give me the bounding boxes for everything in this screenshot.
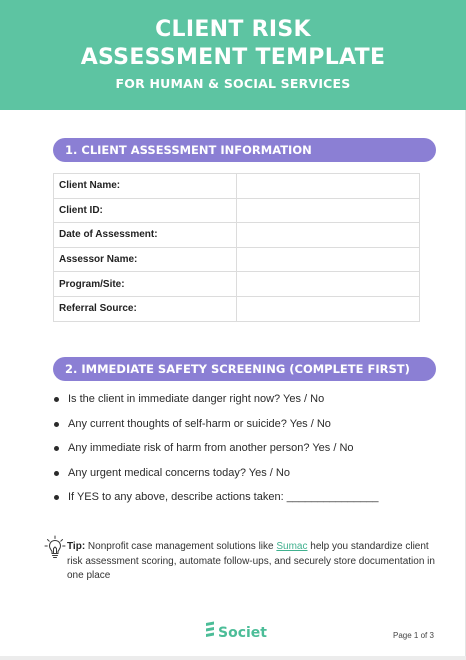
title-line-1: CLIENT RISK [155, 17, 311, 42]
field-label: Assessor Name: [54, 247, 237, 272]
bullet-icon [54, 422, 59, 427]
field-label: Client ID: [54, 198, 237, 223]
header-banner [0, 0, 466, 110]
page-number: Page 1 of 3 [393, 631, 434, 640]
title-line-2: ASSESSMENT TEMPLATE [80, 45, 386, 70]
bullet-icon [54, 397, 59, 402]
bullet-icon [54, 471, 59, 476]
list-item-text: Is the client in immediate danger right now? Yes / No [68, 393, 325, 405]
document-title [0, 0, 466, 72]
field-value[interactable] [237, 296, 420, 321]
list-item [52, 393, 442, 418]
tip-text-after: help you standardize client risk assessment scoring, automate follow-ups, and securely store documentation in one place [67, 541, 435, 581]
tip-box [44, 535, 444, 584]
table-row [54, 247, 420, 272]
field-value[interactable] [237, 223, 420, 248]
societ-logo-mark-icon [204, 620, 217, 640]
section-2-heading: 2. IMMEDIATE SAFETY SCREENING (COMPLETE FIRST) [53, 357, 436, 381]
table-row [54, 223, 420, 248]
client-info-table [53, 173, 420, 322]
table-row [54, 272, 420, 297]
field-label: Client Name: [54, 174, 237, 199]
tip-text [67, 535, 444, 584]
sumac-link[interactable]: Sumac [276, 541, 308, 552]
safety-screening-list [52, 393, 442, 516]
field-value[interactable] [237, 247, 420, 272]
section-1-heading: 1. CLIENT ASSESSMENT INFORMATION [53, 138, 436, 162]
field-value[interactable] [237, 272, 420, 297]
list-item [52, 491, 442, 516]
list-item-text: Any immediate risk of harm from another person? Yes / No [68, 442, 354, 454]
field-label: Referral Source: [54, 296, 237, 321]
document-subtitle: FOR HUMAN & SOCIAL SERVICES [115, 76, 351, 91]
field-label: Program/Site: [54, 272, 237, 297]
tip-text-before: Nonprofit case management solutions like [85, 541, 277, 552]
table-row [54, 296, 420, 321]
bullet-icon [54, 495, 59, 500]
societ-logo [204, 617, 274, 643]
list-item-text: Any current thoughts of self-harm or suicide? Yes / No [68, 417, 331, 430]
societ-logo-text: Societ [218, 625, 267, 641]
list-item [52, 467, 442, 492]
table-row [54, 174, 420, 199]
field-value[interactable] [237, 198, 420, 223]
lightbulb-icon [44, 535, 66, 561]
bullet-icon [54, 446, 59, 451]
table-row [54, 198, 420, 223]
field-value[interactable] [237, 174, 420, 199]
list-item [52, 442, 442, 467]
list-item-text: If YES to any above, describe actions taken: _______________ [68, 491, 379, 503]
tip-label: Tip: [67, 541, 86, 552]
field-label: Date of Assessment: [54, 223, 237, 248]
list-item [52, 418, 442, 443]
list-item-text: Any urgent medical concerns today? Yes / No [68, 466, 290, 479]
page-bottom-edge [0, 656, 466, 660]
